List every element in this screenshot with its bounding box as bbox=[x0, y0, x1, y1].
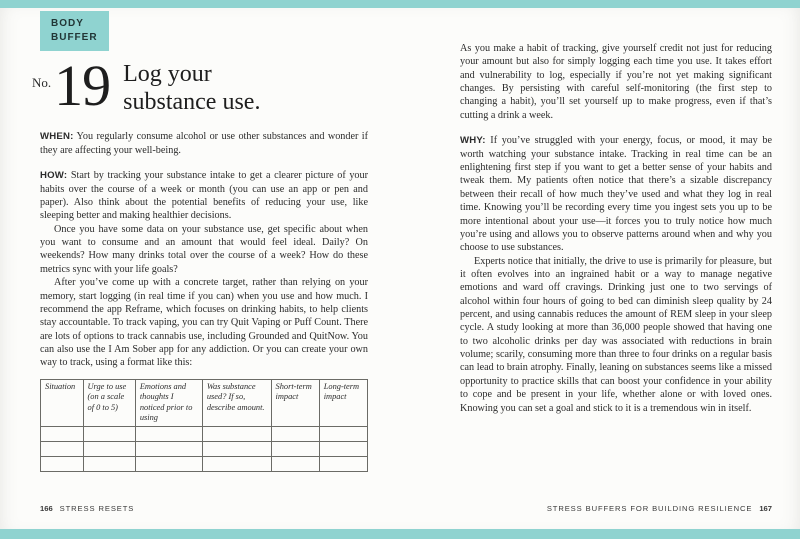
top-accent-bar bbox=[0, 0, 800, 8]
tracking-table bbox=[40, 379, 368, 472]
when-paragraph bbox=[40, 130, 368, 157]
table-cell-empty bbox=[271, 456, 319, 471]
bottom-accent-bar bbox=[0, 529, 800, 539]
right-page-footer bbox=[460, 504, 772, 513]
experts-paragraph: Experts notice that initially, the drive to use is primarily for pleasure, but it often evolves into an ingrained habit or a way to manage negative emotions and ward off cravings. Drinking just one to two servings of alcohol within four hours of going to bed can diminish sleep quality by 24 percent, and using cannabis reduces the amount of REM sleep in your sleep cycle. A study looking at more than 36,000 people showed that having one to two alcoholic drinks per day was associated with reductions in brain volume; scarily, consuming more than three to four drinks on a regular basis can lead to brain atrophy. Finally, leaning on substances seems like a missed opportunity to practice skills that can boost your confidence in your ability to cope and be present in your life, whether alone or with loved ones. Knowing you can set a goal and stick to it is a tremendous win in itself. bbox=[460, 255, 772, 414]
table-cell-empty bbox=[135, 441, 202, 456]
right-page bbox=[460, 8, 772, 529]
table-cell-empty bbox=[202, 426, 271, 441]
table-cell-empty bbox=[202, 456, 271, 471]
table-cell-empty bbox=[319, 426, 367, 441]
reset-number: 19 bbox=[54, 53, 111, 118]
title-line-1: Log your bbox=[123, 61, 212, 87]
page-title bbox=[123, 58, 260, 116]
how-paragraph-3: After you’ve come up with a concrete target, rather than relying on your memory, start logging (in real time if you can) when you use and how much. I recommend the app Reframe, which focuses on drinking habits, to help clients stay accountable. To track vaping, you can try Quit Vaping or Puff Count. There are lots of options to track cannabis use, including Grounded and QuitNow. You can also use the I Am Sober app for any addiction. Or you can create your own way to track, using a format like this: bbox=[40, 277, 368, 369]
table-cell-empty bbox=[319, 441, 367, 456]
left-page-number: 166 bbox=[40, 504, 53, 513]
table-cell-empty bbox=[41, 426, 84, 441]
left-page-footer bbox=[40, 504, 368, 513]
table-header-emotions: Emotions and thoughts I noticed prior to using bbox=[135, 379, 202, 426]
table-cell-empty bbox=[271, 426, 319, 441]
table-row bbox=[41, 426, 368, 441]
table-cell-empty bbox=[319, 456, 367, 471]
table-cell-empty bbox=[83, 441, 135, 456]
why-paragraph bbox=[460, 134, 772, 254]
table-row bbox=[41, 456, 368, 471]
when-text: You regularly consume alcohol or use other substances and wonder if they are affecting your well-being. bbox=[40, 131, 368, 156]
table-header-urge: Urge to use (on a scale of 0 to 5) bbox=[83, 379, 135, 426]
table-header-row bbox=[41, 379, 368, 426]
table-cell-empty bbox=[135, 456, 202, 471]
why-text: If you’ve struggled with your energy, focus, or mood, it may be worth watching your substance intake. Tracking in real time can be an enlightening first step if you want to get a better sense of your habits and tweak them. My patients often notice that there’s a sizable discrepancy between their recall of how much they’ve used and what they log in real time. Knowing you’ll be recording every time you ingest sets you up to be more intentional about your use—it forces you to truly notice how much you’re using and allows you to observe patterns around when and why you choose to use substances. bbox=[460, 135, 773, 254]
table-row bbox=[41, 441, 368, 456]
category-badge bbox=[40, 11, 109, 51]
table-cell-empty bbox=[41, 441, 84, 456]
table-cell-empty bbox=[271, 441, 319, 456]
right-body-text bbox=[460, 42, 772, 415]
tracking-habit-paragraph: As you make a habit of tracking, give yourself credit not just for reducing your amount but also for simply logging each time you use. It takes effort and vulnerability to log, especially if you’re not yet making significant changes. By persisting with careful self-monitoring (the first step to changing a habit), you’ll set yourself up to make progress, even if that’s cutting a drink a week. bbox=[460, 43, 772, 121]
why-label: WHY: bbox=[460, 135, 486, 147]
table-header-substance-used: Was substance used? If so, describe amount. bbox=[202, 379, 271, 426]
table-cell-empty bbox=[83, 426, 135, 441]
table-cell-empty bbox=[202, 441, 271, 456]
reset-headline bbox=[32, 53, 368, 118]
how-label: HOW: bbox=[40, 170, 68, 182]
left-footer-label: STRESS RESETS bbox=[59, 504, 135, 513]
table-header-long-term: Long-term impact bbox=[319, 379, 367, 426]
right-footer-label: STRESS BUFFERS FOR BUILDING RESILIENCE bbox=[546, 504, 753, 513]
table-cell-empty bbox=[83, 456, 135, 471]
when-label: WHEN: bbox=[40, 131, 74, 143]
title-line-2: substance use. bbox=[123, 88, 261, 115]
number-prefix: No. bbox=[32, 75, 52, 90]
left-body-text bbox=[40, 130, 368, 370]
badge-line-2: BUFFER bbox=[51, 32, 98, 43]
right-page-number: 167 bbox=[759, 504, 772, 513]
table-cell-empty bbox=[135, 426, 202, 441]
table-header-short-term: Short-term impact bbox=[271, 379, 319, 426]
how-paragraph bbox=[40, 169, 368, 223]
how-text: Start by tracking your substance intake to get a clearer picture of your habits over the course of a week or month (you can use an app or pen and paper). Also think about the potential benefits of reducing your use, like sleeping better and making healthier decisions. bbox=[40, 170, 368, 222]
left-page bbox=[32, 8, 368, 529]
table-cell-empty bbox=[41, 456, 84, 471]
table-header-situation: Situation bbox=[41, 379, 84, 426]
how-paragraph-2: Once you have some data on your substance use, get specific about when you want to consume and an amount that would feel ideal. Daily? On weekends? How many drinks total over the course of a week? How do these metrics sync with your life goals? bbox=[40, 223, 368, 275]
badge-line-1: BODY bbox=[51, 18, 84, 29]
